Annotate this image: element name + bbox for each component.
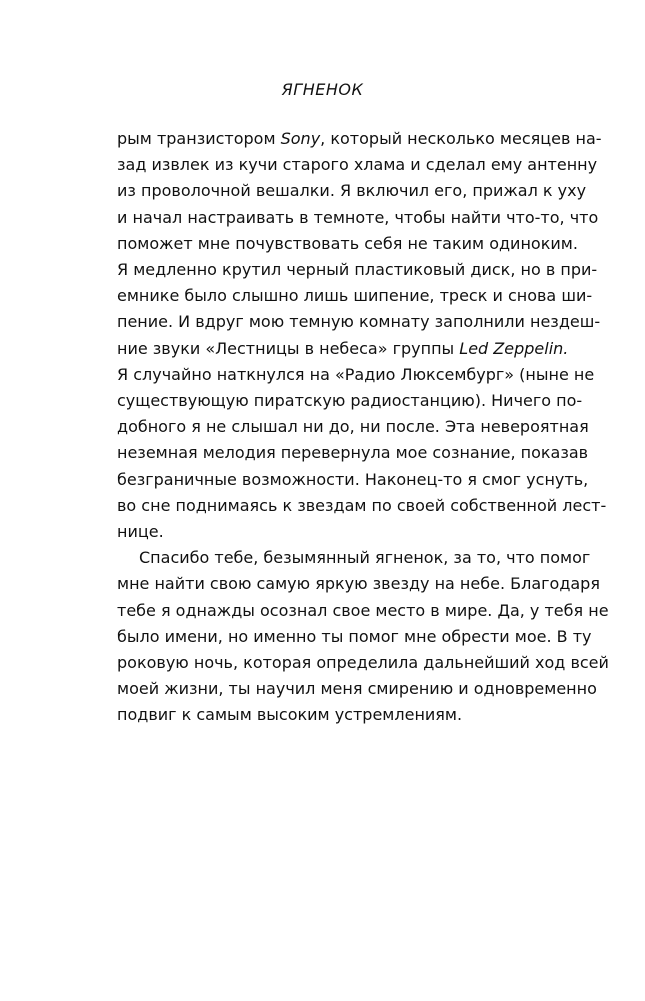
text-line: моей жизни, ты научил меня смирению и одновременно [117,679,597,699]
text-line: из проволочной вешалки. Я включил его, прижал к уху [117,181,587,201]
paragraph [117,126,607,545]
italic-term: Led Zeppelin. [459,338,569,358]
text-line: нице. [117,522,164,542]
paragraph [117,545,609,728]
running-head: ЯГНЕНОК [281,80,364,99]
text-line: мне найти свою самую яркую звезду на небе. Благодаря [117,574,600,594]
text-line: подвиг к самым высоким устремлениям. [117,705,463,725]
text-line: и начал настраивать в темноте, чтобы найти что-то, что [117,207,599,227]
text-line: во сне поднимаясь к звездам по своей собственной лест- [117,495,607,515]
text-line: рым транзистором Sony, который несколько месяцев на- [117,129,602,148]
body-text [117,126,609,729]
text-line: Я случайно наткнулся на «Радио Люксембург» (ныне не [117,364,595,384]
text-line: безграничные возможности. Наконец-то я смог уснуть, [117,469,589,489]
text-line: существующую пиратскую радиостанцию). Ничего по- [117,391,583,411]
text-line: было имени, но именно ты помог мне обрести мое. В ту [117,626,592,646]
text-line: ние звуки «Лестницы в небеса» группы Led Zeppelin. [117,338,569,358]
text-line: неземная мелодия перевернула мое сознание, показав [117,443,589,463]
text-line: емнике было слышно лишь шипение, треск и снова ши- [117,286,593,306]
text-line: Спасибо тебе, безымянный ягненок, за то, что помог [139,548,591,568]
text-line: Я медленно крутил черный пластиковый диск, но в при- [117,260,598,280]
text-line: роковую ночь, которая определила дальнейший ход всей [117,653,609,673]
text-line: добного я не слышал ни до, ни после. Эта невероятная [117,417,589,437]
text-line: зад извлек из кучи старого хлама и сделал ему антенну [117,155,598,175]
text-line: поможет мне почувствовать себя не таким одиноким. [117,233,578,253]
text-line: тебе я однажды осознал свое место в мире. Да, у тебя не [117,600,609,620]
text-line: пение. И вдруг мою темную комнату заполнили нездеш- [117,312,601,332]
italic-term: Sony [280,129,321,148]
